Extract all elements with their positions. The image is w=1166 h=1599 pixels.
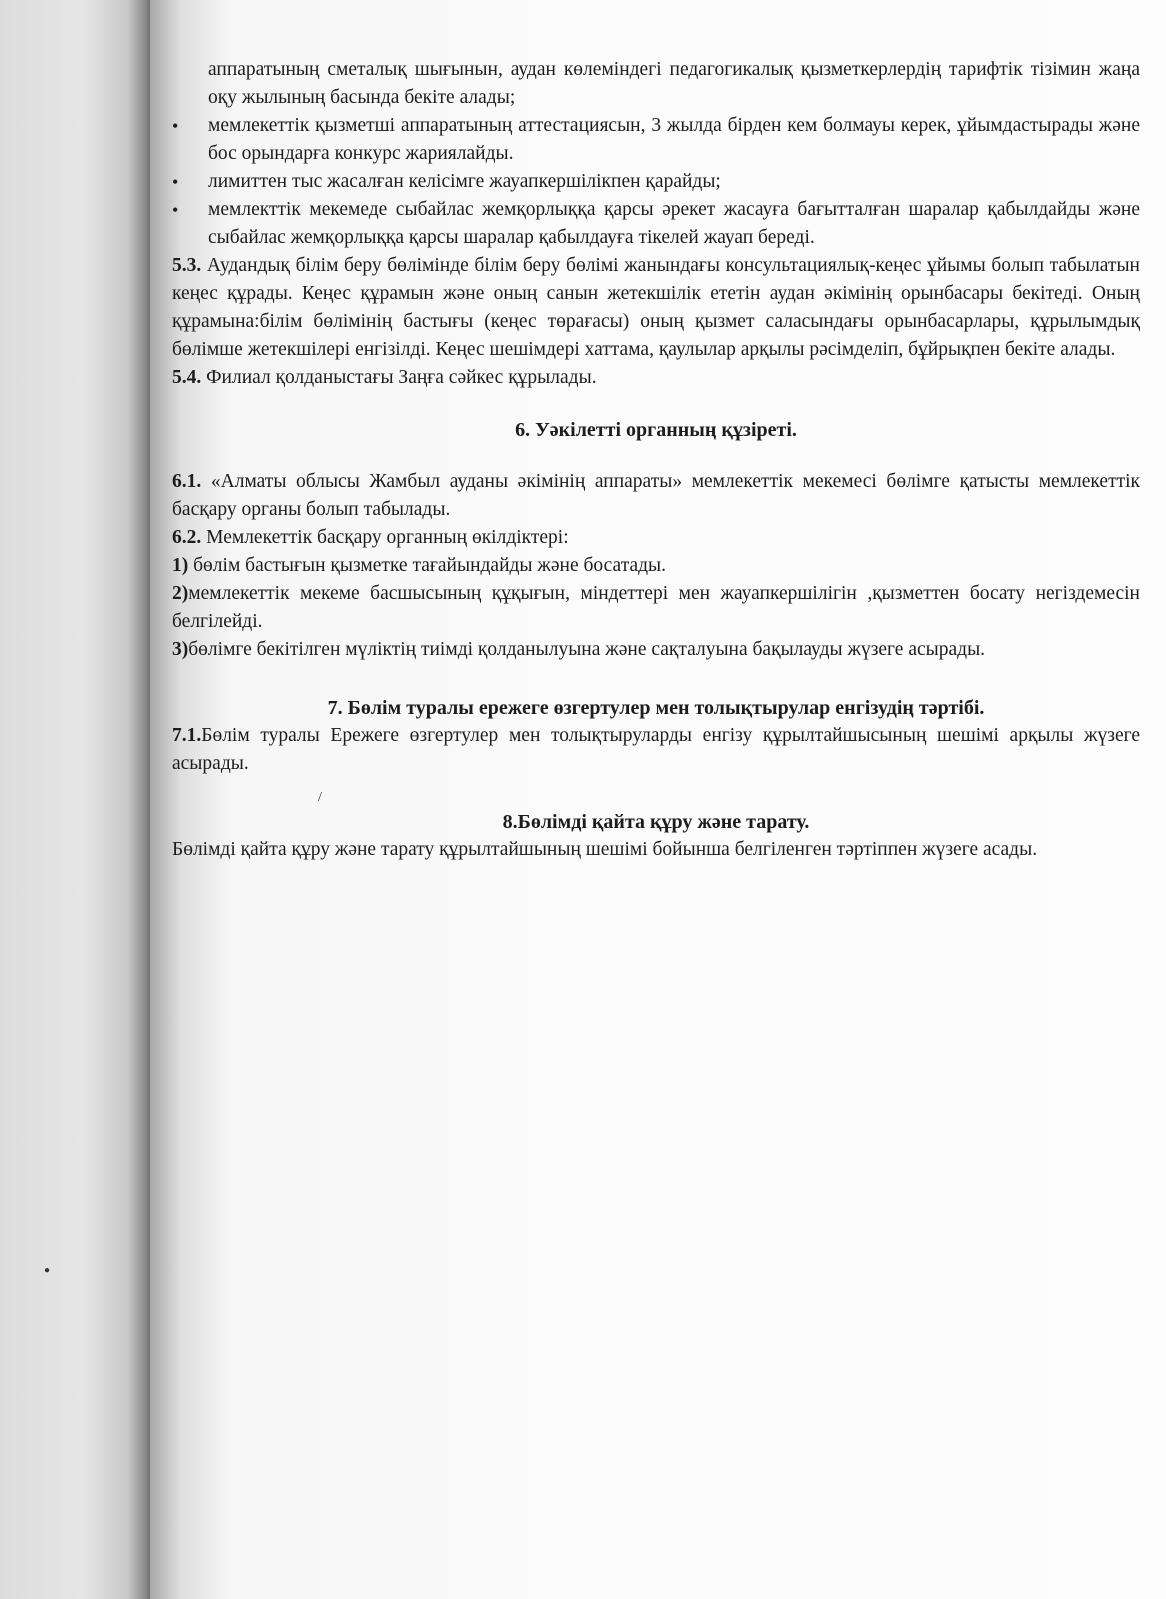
bullet-item: • мемлекттік мекемеде сыбайлас жемқорлыққа қарсы әрекет жасауға бағытталған шаралар қабылдайды және сыбайлас жемқорлыққа қарсы шаралар қабылдауға тікелей жауап береді. [172,196,1140,252]
item-text: бөлім бастығын қызметке тағайындайды және босатады. [193,555,667,576]
paragraph-text: Филиал қолданыстағы Заңға сәйкес құрылады. [206,367,597,388]
book-spine-edge [0,0,150,1599]
paragraph-text: Аудандық білім беру бөлімінде білім беру бөлімі жанындағы консультациялық-кеңес ұйымы болып табылатын кеңес құрады. Кеңес құрамын және оның санын жетекшілік ететін аудан әкімінің орынбасары бекітеді. Оның құрамына:білім бөлімінің бастығы (кеңес төрағасы) оның қызмет саласындағы орынбасарлары, құрылымдық бөлімше жетекшілері енгізілді. Кеңес шешімдері хаттама, қаулылар арқылы рәсімделіп, бұйрықпен бекіте алады. [172,255,1140,360]
section-7-heading: 7. Бөлім туралы ережеге өзгертулер мен толықтырулар енгізудің тәртібі. [327,697,985,719]
paragraph-8: Бөлімді қайта құру және тарату құрылтайшының шешімі бойынша белгіленген тәртіппен жүзеге асады. [172,839,1038,860]
paragraph-number: 6.2. [172,527,202,548]
paragraph-6-2 [172,524,1140,552]
item-number: 1) [172,555,189,576]
list-item-2 [172,580,1140,636]
list-item-3 [172,636,1140,664]
item-text: мемлекеттік мекеме басшысының құқығын, міндеттері мен жауапкершілігін ,қызметтен босату негіздемесін белгілейді. [172,583,1140,632]
section-8-heading: 8.Бөлімді қайта құру және тарату. [502,811,810,833]
bullet-list [172,112,1140,252]
intro-continuation: аппаратының сметалық шығынын, аудан көлеміндегі педагогикалық қызметкерлердің тарифтік тізімин жаңа оқу жылының басында бекіте алады; [208,59,1140,108]
paragraph-text: Мемлекеттік басқару органның өкілдіктері: [206,527,569,548]
paragraph-number: 7.1. [172,725,202,746]
paragraph-text: Бөлім туралы Ережеге өзгертулер мен толықтыруларды енгізу құрылтайшысының шешімі арқылы жүзеге асырады. [172,725,1140,774]
pen-mark: / [318,790,322,805]
item-number: 3) [172,639,189,660]
bullet-item: • мемлекеттік қызметші аппаратының аттестациясын, 3 жылда бірден кем болмауы керек, ұйымдастырады және бос орындарға конкурс жариялайды. [172,112,1140,168]
paragraph-5-4 [172,364,1140,392]
paragraph-7-1 [172,722,1140,778]
section-6-heading: 6. Уәкілетті органның құзіреті. [515,419,797,441]
dot-mark: ● [44,1265,51,1276]
document-content [172,56,1140,864]
paragraph-number: 5.4. [172,367,202,388]
bullet-item: • лимиттен тыс жасалған келісімге жауапкершілікпен қарайды; [172,168,1140,196]
item-text: бөлімге бекітілген мүліктің тиімді қолданылуына және сақталуына бақылауды жүзеге асырады. [188,639,986,660]
item-number: 2) [172,583,189,604]
paragraph-number: 5.3. [172,255,202,276]
paragraph-5-3 [172,252,1140,364]
list-item-1 [172,552,1140,580]
paragraph-number: 6.1. [172,471,202,492]
paragraph-6-1 [172,468,1140,524]
paragraph-text: «Алматы облысы Жамбыл ауданы әкімінің аппараты» мемлекеттік мекемесі бөлімге қатысты мемлекеттік басқару органы болып табылады. [172,471,1141,520]
